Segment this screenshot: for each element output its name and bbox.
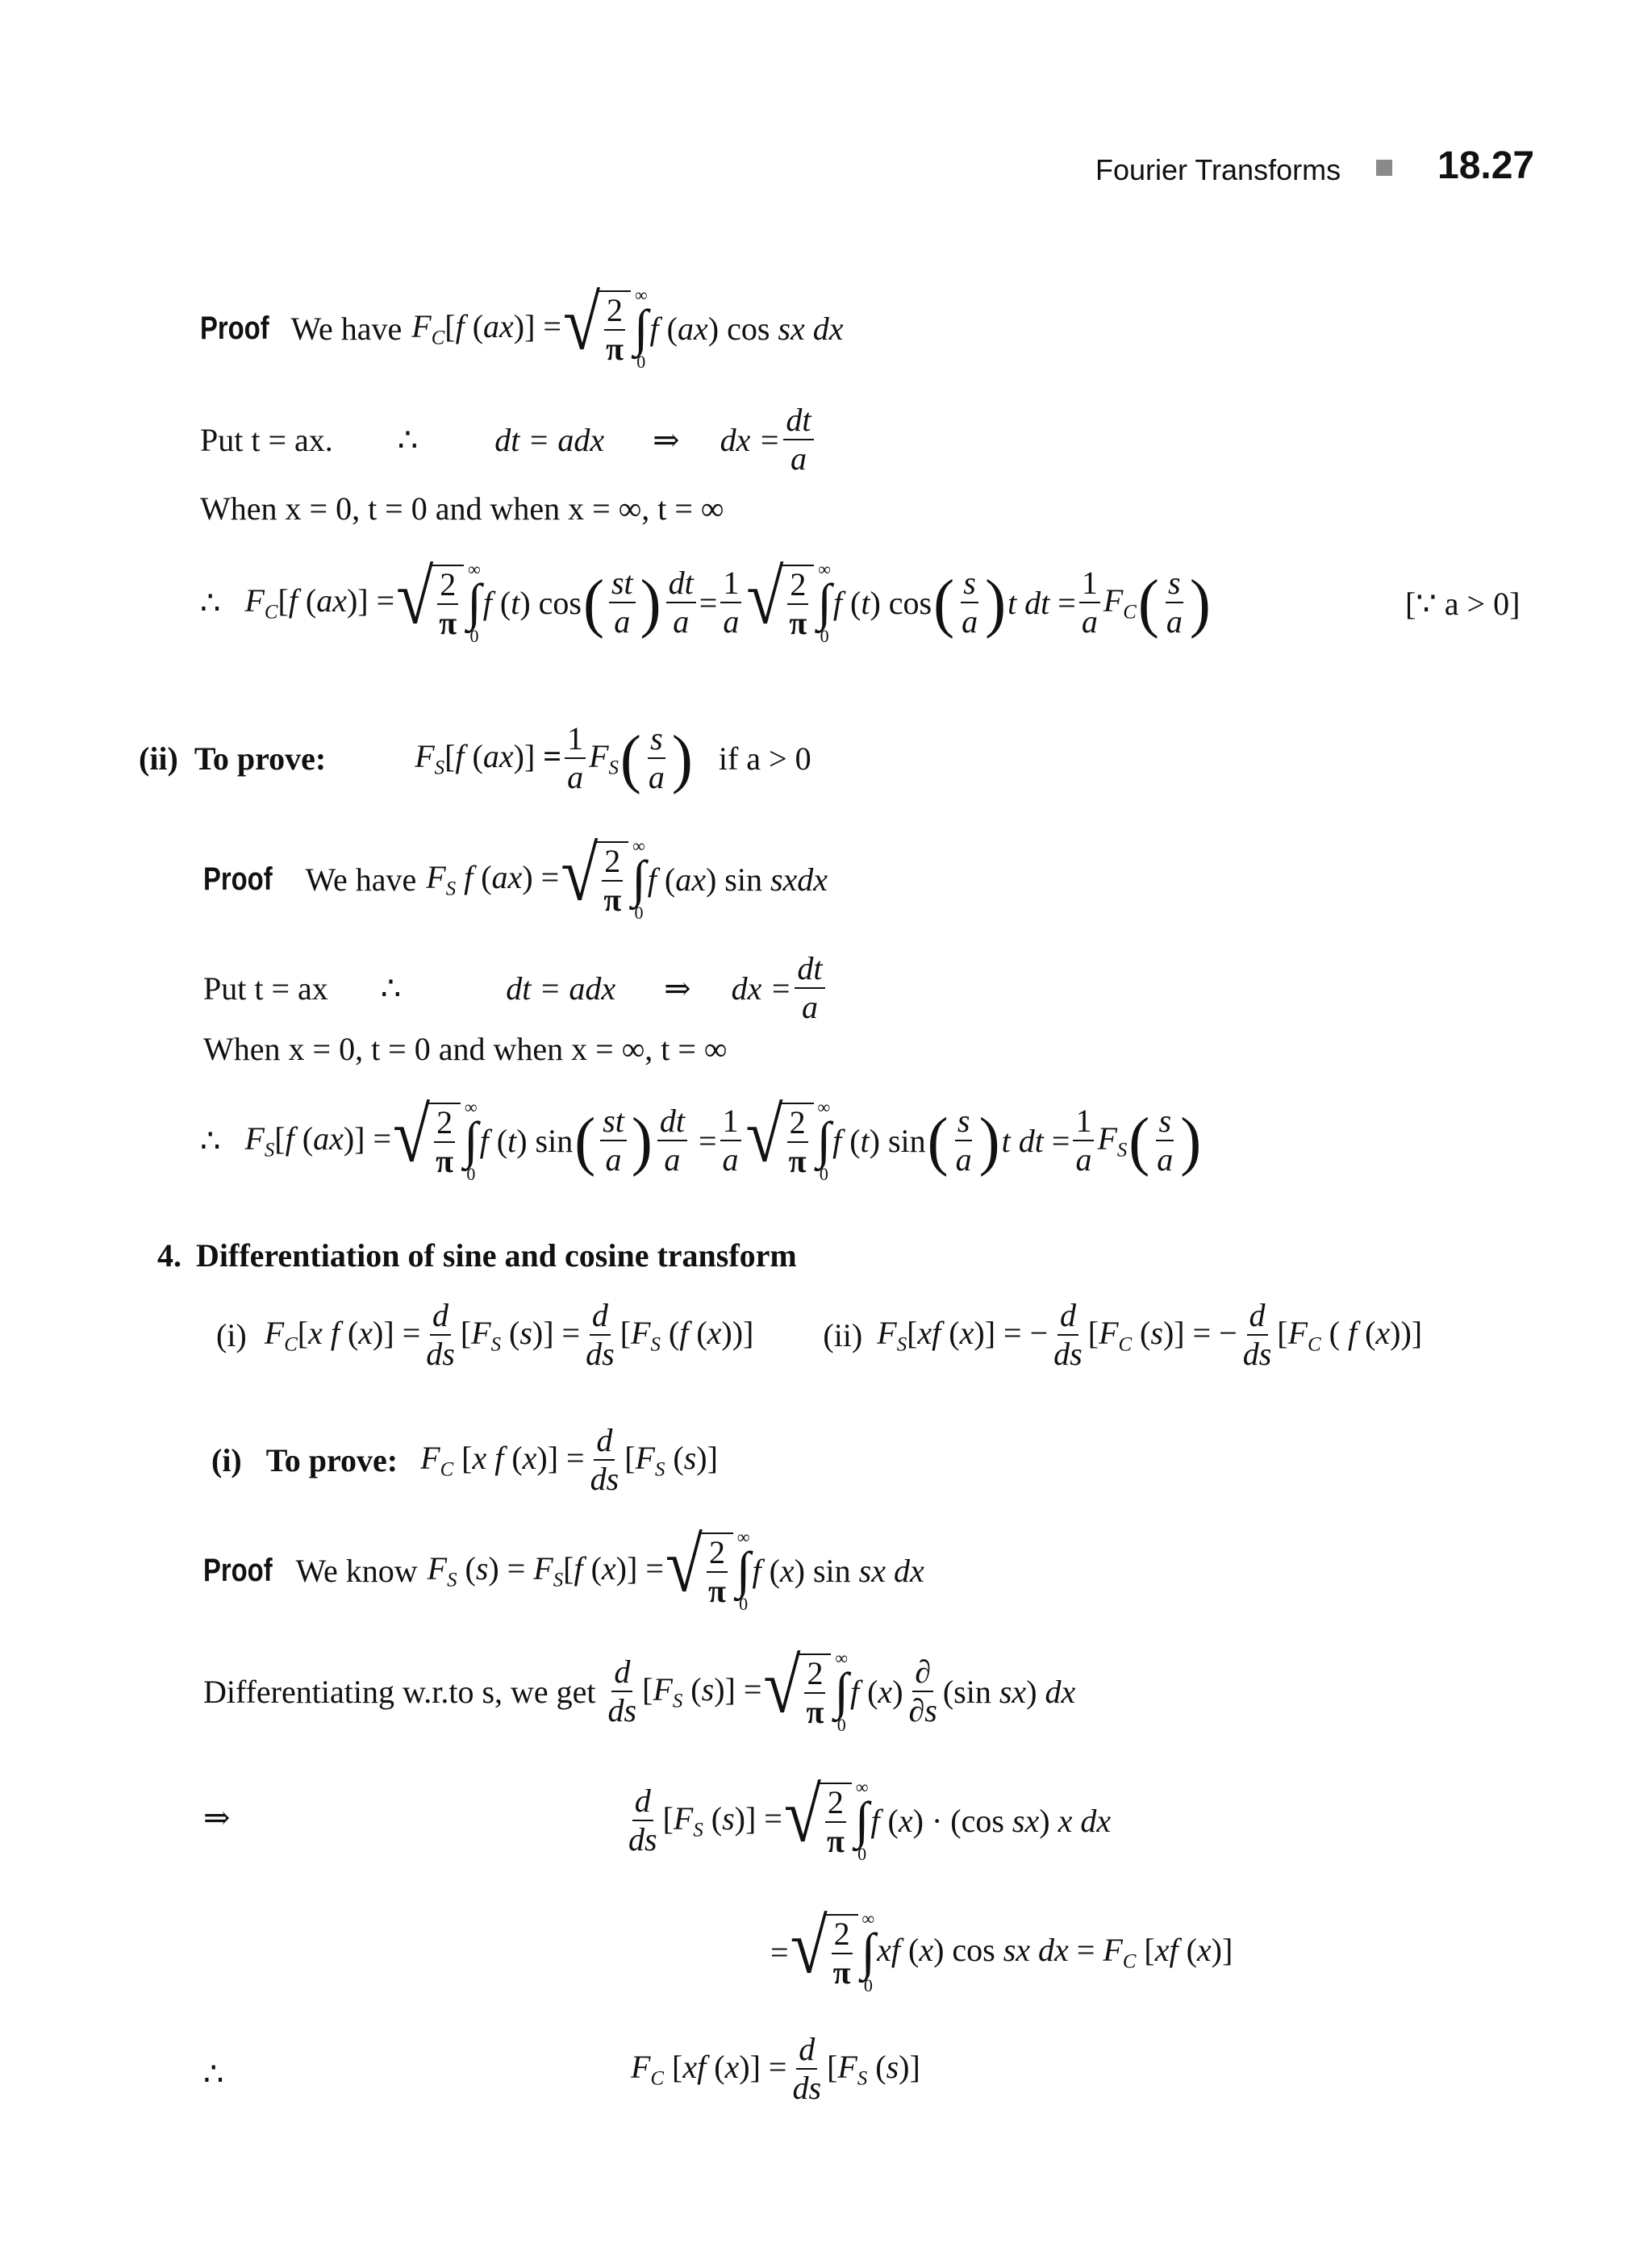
implies-symbol: ⇒ bbox=[653, 421, 680, 458]
equation-derivative-cos: $\frac{d}{ds}$ [$F_S$ (s)] = √ $\frac{2}{\pi}$ ∞ ∫ 0 f (x) · (cos sx) x dx bbox=[628, 1772, 1112, 1864]
implies-symbol: ⇒ bbox=[203, 1799, 231, 1836]
equation-fc-result: ∴ $F_C[f$ (ax)] = √ $\frac{2}{\pi}$ ∞ ∫ 0 f (t) cos ( $\frac{st}{a}$ ) $\frac{dt}{a}$ = $\frac{1}{a}$ √ $\frac{2}{\pi}$ ∞ ∫ 0 f (t) cos ( $\frac{s}{a}$ ) t dt = $\frac{1}{a}$ $F_C$ ( $\frac{s}{a}$ ) bbox=[200, 554, 1211, 646]
equation-fc-def: $F_C[f$ (ax)] = bbox=[411, 308, 561, 349]
part-ii-label: (ii) bbox=[139, 740, 178, 777]
dx-eq: dx = bbox=[720, 421, 781, 458]
substitution-line-1: Put t = ax. ∴ dt = adx ⇒ dx = $\frac{dt}{a}$ bbox=[200, 403, 817, 476]
therefore-symbol: ∴ bbox=[380, 970, 402, 1007]
dt-adx: dt = adx bbox=[506, 970, 616, 1007]
page-number: 18.27 bbox=[1437, 144, 1535, 187]
limits-line-2: When x = 0, t = 0 and when x = ∞, t = ∞ bbox=[203, 1031, 728, 1067]
therefore-symbol: ∴ bbox=[397, 421, 419, 458]
since-a-gt-0: [∵ a > 0] bbox=[1405, 586, 1521, 622]
part-i-to-prove: (i) To prove: $F_C$ [x f (x)] = $\frac{d}{ds}$ [$F_S$ (s)] bbox=[211, 1422, 718, 1497]
header-square-icon bbox=[1376, 160, 1392, 176]
dt-adx: dt = adx bbox=[494, 421, 605, 458]
limits-line-1: When x = 0, t = 0 and when x = ∞, t = ∞ bbox=[200, 490, 724, 527]
section-4-statements: (i) $F_C[x$ f (x)] = $\frac{d}{ds}$ [$F_S$ (s)] = $\frac{d}{ds}$ [$F_S$ (f (x))] (ii) $F_S[xf$ (x)] = − $\frac{d}{ds}$ [$F_C$ (s)] = − $\frac{d}{ds}$ [$F_C$ ( f (x))] bbox=[216, 1297, 1423, 1372]
proof-cosine-scaling: Proof We have $F_C[f$ (ax)] = √ $\frac{2}{\pi}$ ∞ ∫ 0 f (ax) cos sx dx bbox=[200, 280, 844, 372]
differentiating-line: Differentiating w.r.to s, we get $\frac{d}{ds}$ [$F_S$ (s)] = √ $\frac{2}{\pi}$ ∞ ∫ 0 f (x) $\frac{\partial}{\partial s}$ (sin sx) dx bbox=[203, 1643, 1076, 1735]
proof-label: Proof bbox=[203, 861, 273, 897]
part-ii-to-prove: (ii) To prove: $F_S[f$ (ax)] = $\frac{1}{a}$ $F_S$ ( $\frac{s}{a}$ ) if a > 0 bbox=[139, 720, 811, 795]
we-know-text: We know bbox=[295, 1552, 418, 1589]
section-4-heading bbox=[157, 1236, 797, 1274]
dx-eq: dx = bbox=[731, 970, 792, 1007]
proof-label: Proof bbox=[200, 310, 269, 346]
item-i-label: (i) bbox=[216, 1316, 247, 1353]
differentiating-text: Differentiating w.r.to s, we get bbox=[203, 1673, 596, 1710]
put-text: Put t = ax bbox=[203, 970, 328, 1007]
section-4-number: 4. bbox=[157, 1237, 181, 1274]
to-prove-label: To prove: bbox=[265, 1441, 398, 1478]
item-ii-label: (ii) bbox=[823, 1316, 863, 1353]
running-title: Fourier Transforms bbox=[1095, 153, 1341, 186]
part-i-label: (i) bbox=[211, 1441, 242, 1478]
proof-label: Proof bbox=[203, 1552, 273, 1588]
we-have-text: We have bbox=[305, 861, 417, 898]
proof-sine-scaling: Proof We have $F_S$ f (ax) = √ $\frac{2}{\pi}$ ∞ ∫ 0 f (ax) sin sxdx bbox=[203, 831, 828, 923]
equation-conclusion: $F_C$ [xf (x)] = $\frac{d}{ds}$ [$F_S$ (s)] bbox=[631, 2031, 920, 2106]
we-have-text: We have bbox=[290, 310, 403, 347]
substitution-line-2: Put t = ax ∴ dt = adx ⇒ dx = $\frac{dt}{a}$ bbox=[203, 952, 828, 1024]
therefore-symbol: ∴ bbox=[203, 2056, 224, 2092]
to-prove-label: To prove: bbox=[194, 740, 327, 777]
equation-fs-result: ∴ $F_S[f$ (ax)] = √ $\frac{2}{\pi}$ ∞ ∫ 0 f (t) sin ( $\frac{st}{a}$ ) $\frac{dt}{a}$ = $\frac{1}{a}$ √ $\frac{2}{\pi}$ ∞ ∫ 0 f (t) sin ( $\frac{s}{a}$ ) t dt = $\frac{1}{a}$ $F_S$ ( $\frac{s}{a}$ ) bbox=[200, 1092, 1202, 1184]
proof-differentiation: Proof We know $F_S$ $(s) = F_S[f$ (x)] = √ $\frac{2}{\pi}$ ∞ ∫ 0 f (x) sin sx dx bbox=[203, 1522, 924, 1614]
implies-symbol: ⇒ bbox=[664, 970, 691, 1007]
put-text: Put t = ax. bbox=[200, 421, 333, 458]
therefore-symbol: ∴ bbox=[200, 1122, 221, 1159]
if-a-gt-0: if a > 0 bbox=[718, 740, 811, 777]
section-4-title: Differentiation of sine and cosine transform bbox=[196, 1237, 797, 1274]
equation-xf-cos: = √ $\frac{2}{\pi}$ ∞ ∫ 0 xf (x) cos sx dx = $F_C$ [xf (x)] bbox=[770, 1904, 1233, 1995]
therefore-symbol: ∴ bbox=[200, 584, 221, 621]
